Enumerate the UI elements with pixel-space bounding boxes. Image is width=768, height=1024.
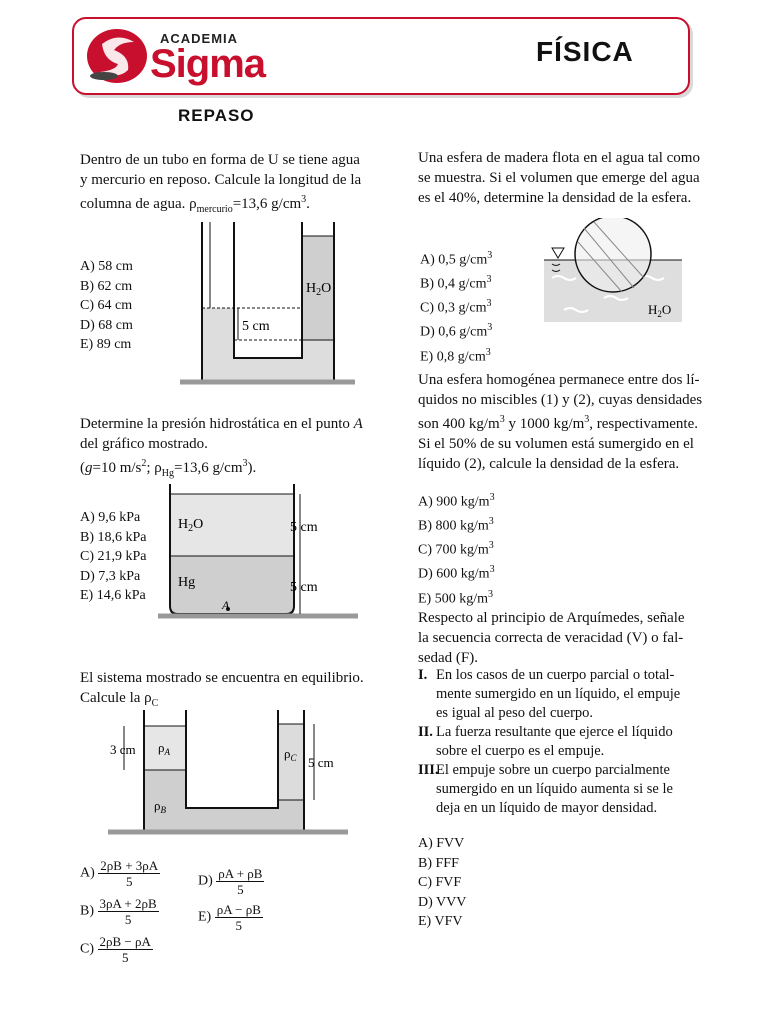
option[interactable]: E) $\frac{\rho A - \rho B}{5}$ bbox=[198, 902, 261, 933]
option[interactable]: B) 18,6 kPa bbox=[80, 529, 147, 545]
statement-2: II. La fuerza resultante que ejerce el líquido sobre el cuerpo es el empuje. bbox=[418, 724, 673, 759]
svg-text:5 cm: 5 cm bbox=[308, 755, 334, 770]
q1-text: Dentro de un tubo en forma de U se tiene agua y mercurio en reposo. Calcule la longitud de la columna de agua. $\rho_{mercurio}=13,6$ $g/cm^3$. bbox=[80, 152, 362, 215]
svg-text:ρC: $\rho_C$ bbox=[284, 746, 297, 763]
option[interactable]: D) 68 cm bbox=[80, 317, 133, 333]
q6-text: Respecto al principio de Arquímedes, señale la secuencia correcta de veracidad (V) o fal- sedad (F). bbox=[418, 610, 685, 666]
q6-options bbox=[418, 834, 466, 932]
q3-u-tube-figure bbox=[108, 710, 348, 838]
q5-options bbox=[418, 488, 495, 609]
option[interactable]: A) FVV bbox=[418, 836, 465, 851]
option[interactable]: B) 0,4 $g/cm^3$ bbox=[420, 274, 492, 292]
q1-options bbox=[80, 257, 133, 355]
option[interactable]: C) 700 $kg/m^3$ bbox=[418, 540, 494, 558]
option[interactable]: D) 600 $kg/m^3$ bbox=[418, 564, 495, 583]
sigma-logo-icon bbox=[84, 26, 150, 86]
svg-text:3 cm: 3 cm bbox=[110, 742, 136, 757]
svg-text:5 cm: 5 cm bbox=[290, 520, 318, 535]
svg-text:H2O: $H_2O$ bbox=[648, 302, 672, 319]
statement-3: III. El empuje sobre un cuerpo parcialmente sumergido en un líquido aumenta si se le deja en un líquido de mayor densidad. bbox=[418, 762, 673, 816]
q3-text: El sistema mostrado se encuentra en equilibrio. Calcule la $\rho_C$ bbox=[80, 670, 364, 709]
q2-tank-figure bbox=[158, 484, 358, 630]
section-title: REPASO bbox=[178, 106, 255, 125]
option[interactable]: E) 14,6 kPa bbox=[80, 588, 146, 603]
option[interactable]: E) VFV bbox=[418, 914, 463, 929]
option[interactable]: D) 7,3 kPa bbox=[80, 568, 141, 584]
q4-text: Una esfera de madera flota en el agua tal como se muestra. Si el volumen que emerge del agua es el 40%, determine la densidad de la esfera. bbox=[418, 150, 700, 206]
option[interactable]: C) 21,9 kPa bbox=[80, 549, 147, 564]
option[interactable]: A) 0,5 $g/cm^3$ bbox=[420, 250, 493, 268]
q2-text: Determine la presión hidrostática en el punto A del gráfico mostrado. (g=10 $m/s^2$; $\rho_{Hg}=13,6$ $g/cm^3$). bbox=[80, 416, 363, 479]
q4-options bbox=[420, 246, 492, 367]
subject-title: FÍSICA bbox=[536, 36, 634, 67]
q2-options bbox=[80, 508, 147, 606]
option[interactable]: A) 900 $kg/m^3$ bbox=[418, 492, 495, 510]
option[interactable]: B) FFF bbox=[418, 855, 459, 871]
svg-text:H2O: $H_2O$ bbox=[306, 281, 332, 298]
svg-text:Hg: Hg bbox=[178, 575, 196, 590]
brand-name: Sigma bbox=[150, 42, 266, 86]
option[interactable]: C) 0,3 $g/cm^3$ bbox=[420, 298, 492, 316]
option[interactable]: E) 0,8 $g/cm^3$ bbox=[420, 346, 491, 365]
option[interactable]: C) 64 cm bbox=[80, 298, 133, 313]
option[interactable]: E) 89 cm bbox=[80, 337, 132, 352]
option[interactable]: D) 0,6 $g/cm^3$ bbox=[420, 322, 493, 341]
academy-label: ACADEMIA bbox=[160, 31, 239, 46]
q4-floating-sphere-figure bbox=[544, 218, 682, 324]
option[interactable]: A) 58 cm bbox=[80, 259, 133, 274]
option[interactable]: C) FVF bbox=[418, 875, 462, 890]
option[interactable]: B) $\frac{3\rho A + 2\rho B}{5}$ bbox=[80, 896, 157, 927]
option[interactable]: D) $\frac{\rho A + \rho B}{5}$ bbox=[198, 866, 263, 897]
svg-text:ρA: $\rho_A$ bbox=[158, 740, 170, 757]
option[interactable]: E) 500 $kg/m^3$ bbox=[418, 588, 493, 607]
option[interactable]: C) $\frac{2\rho B - \rho A}{5}$ bbox=[80, 934, 151, 965]
option[interactable]: B) 800 $kg/m^3$ bbox=[418, 516, 494, 534]
svg-text:H2O: $H_2O$ bbox=[178, 517, 204, 534]
q6-statements bbox=[418, 666, 718, 818]
svg-text:5 cm: 5 cm bbox=[290, 580, 318, 595]
svg-text:A: A bbox=[222, 598, 230, 612]
option[interactable]: B) 62 cm bbox=[80, 278, 133, 294]
option[interactable]: A) 9,6 kPa bbox=[80, 510, 141, 525]
option[interactable]: A) $\frac{2\rho B + 3\rho A}{5}$ bbox=[80, 858, 159, 889]
svg-text:ρB: $\rho_B$ bbox=[154, 798, 166, 815]
fig-height-label: 5 cm bbox=[242, 319, 270, 334]
option[interactable]: D) VVV bbox=[418, 894, 467, 910]
statement-1: I. En los casos de un cuerpo parcial o total- mente sumergido en un líquido, el empuje es igual al peso del cuerpo. bbox=[418, 667, 681, 721]
q5-text: Una esfera homogénea permanece entre dos lí- quidos no miscibles (1) y (2), cuyas densidades son 400 $kg/m^3$ y 1000 $kg/m^3$, respectivamente. Si el 50% de su volumen está sumergido en el líquido (2), calcule la densidad de la esfera. bbox=[418, 372, 703, 472]
q1-u-tube-figure bbox=[180, 222, 355, 390]
